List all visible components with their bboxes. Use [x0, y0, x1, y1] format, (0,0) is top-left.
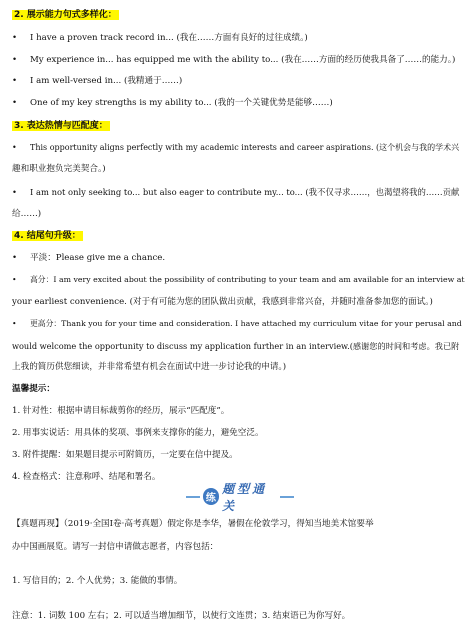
list-item: • 平淡：Please give me a chance.	[12, 253, 166, 263]
section-heading: 4. 结尾句升级：	[14, 231, 81, 241]
list-item-continuation: your earliest convenience. (对于有可能为您的团队做出贡献，我感到非常兴奋，并随时准备参加您的面试。)	[12, 297, 433, 307]
list-item: • This opportunity aligns perfectly with my academic interests and career aspirations. (这个机会与我的学术兴	[12, 143, 460, 152]
exam-prompt: 【真题再现】（2019·全国Ⅰ卷·高考真题）假定你是李华，暑假在伦敦学习，得知当地美术馆要举	[12, 519, 374, 529]
exam-notes: 注意：1. 词数 100 左右；2. 可以适当增加细节，以使行文连贯；3. 结束语已为你写好。	[12, 611, 351, 621]
banner-title: 题型通关	[222, 481, 268, 513]
banner-decoration	[280, 496, 294, 498]
list-item: • 高分：I am very excited about the possibility of contributing to your team and am available for an interview at	[12, 275, 465, 284]
section-heading: 3. 表达热情与匹配度：	[14, 121, 108, 131]
list-item-continuation: 趣和职业抱负完美契合。)	[12, 164, 106, 174]
practice-banner	[186, 481, 294, 513]
banner-decoration	[186, 496, 200, 498]
list-item: • I am well-versed in... (我精通于……)	[12, 76, 183, 86]
list-item: • 更高分：Thank you for your time and consideration. I have attached my curriculum vitae for your perusal and	[12, 319, 462, 328]
list-item-continuation: 上我的简历供您细读，并非常希望有机会在面试中进一步讨论我的申请。)	[12, 362, 287, 372]
list-item-continuation: would welcome the opportunity to discuss my application further in an interview.(感谢您的时间和考虑。我已附	[12, 341, 460, 351]
reminder-item: 3. 附件提醒：如果题目提示可附简历，一定要在信中提及。	[12, 450, 238, 460]
section-heading: 2. 展示能力句式多样化：	[14, 10, 117, 20]
practice-badge: 练	[203, 488, 220, 505]
list-item: • One of my key strengths is my ability to... (我的一个关键优势是能够……)	[12, 98, 333, 108]
reminder-item: 4. 检查格式：注意称呼、结尾和署名。	[12, 472, 161, 482]
reminder-item: 2. 用事实说话：用具体的奖项、事例来支撑你的能力，避免空泛。	[12, 428, 264, 438]
exam-points: 1. 写信目的；2. 个人优势；3. 能做的事情。	[12, 576, 183, 586]
list-item: • I am not only seeking to... but also eager to contribute my... to... (我不仅寻求……，也渴望将我的……贡献	[12, 187, 460, 197]
list-item-continuation: 给……)	[12, 209, 42, 219]
reminder-item: 1. 针对性：根据申请目标裁剪你的经历，展示“匹配度”。	[12, 406, 230, 416]
exam-prompt-continuation: 办中国画展览。请写一封信申请做志愿者，内容包括：	[12, 542, 219, 552]
list-item: • My experience in... has equipped me with the ability to... (我在……方面的经历使我具备了……的能力。)	[12, 55, 456, 65]
list-item: • I have a proven track record in... (我在……方面有良好的过往成绩。)	[12, 33, 308, 43]
reminder-title: 温馨提示：	[12, 384, 55, 394]
